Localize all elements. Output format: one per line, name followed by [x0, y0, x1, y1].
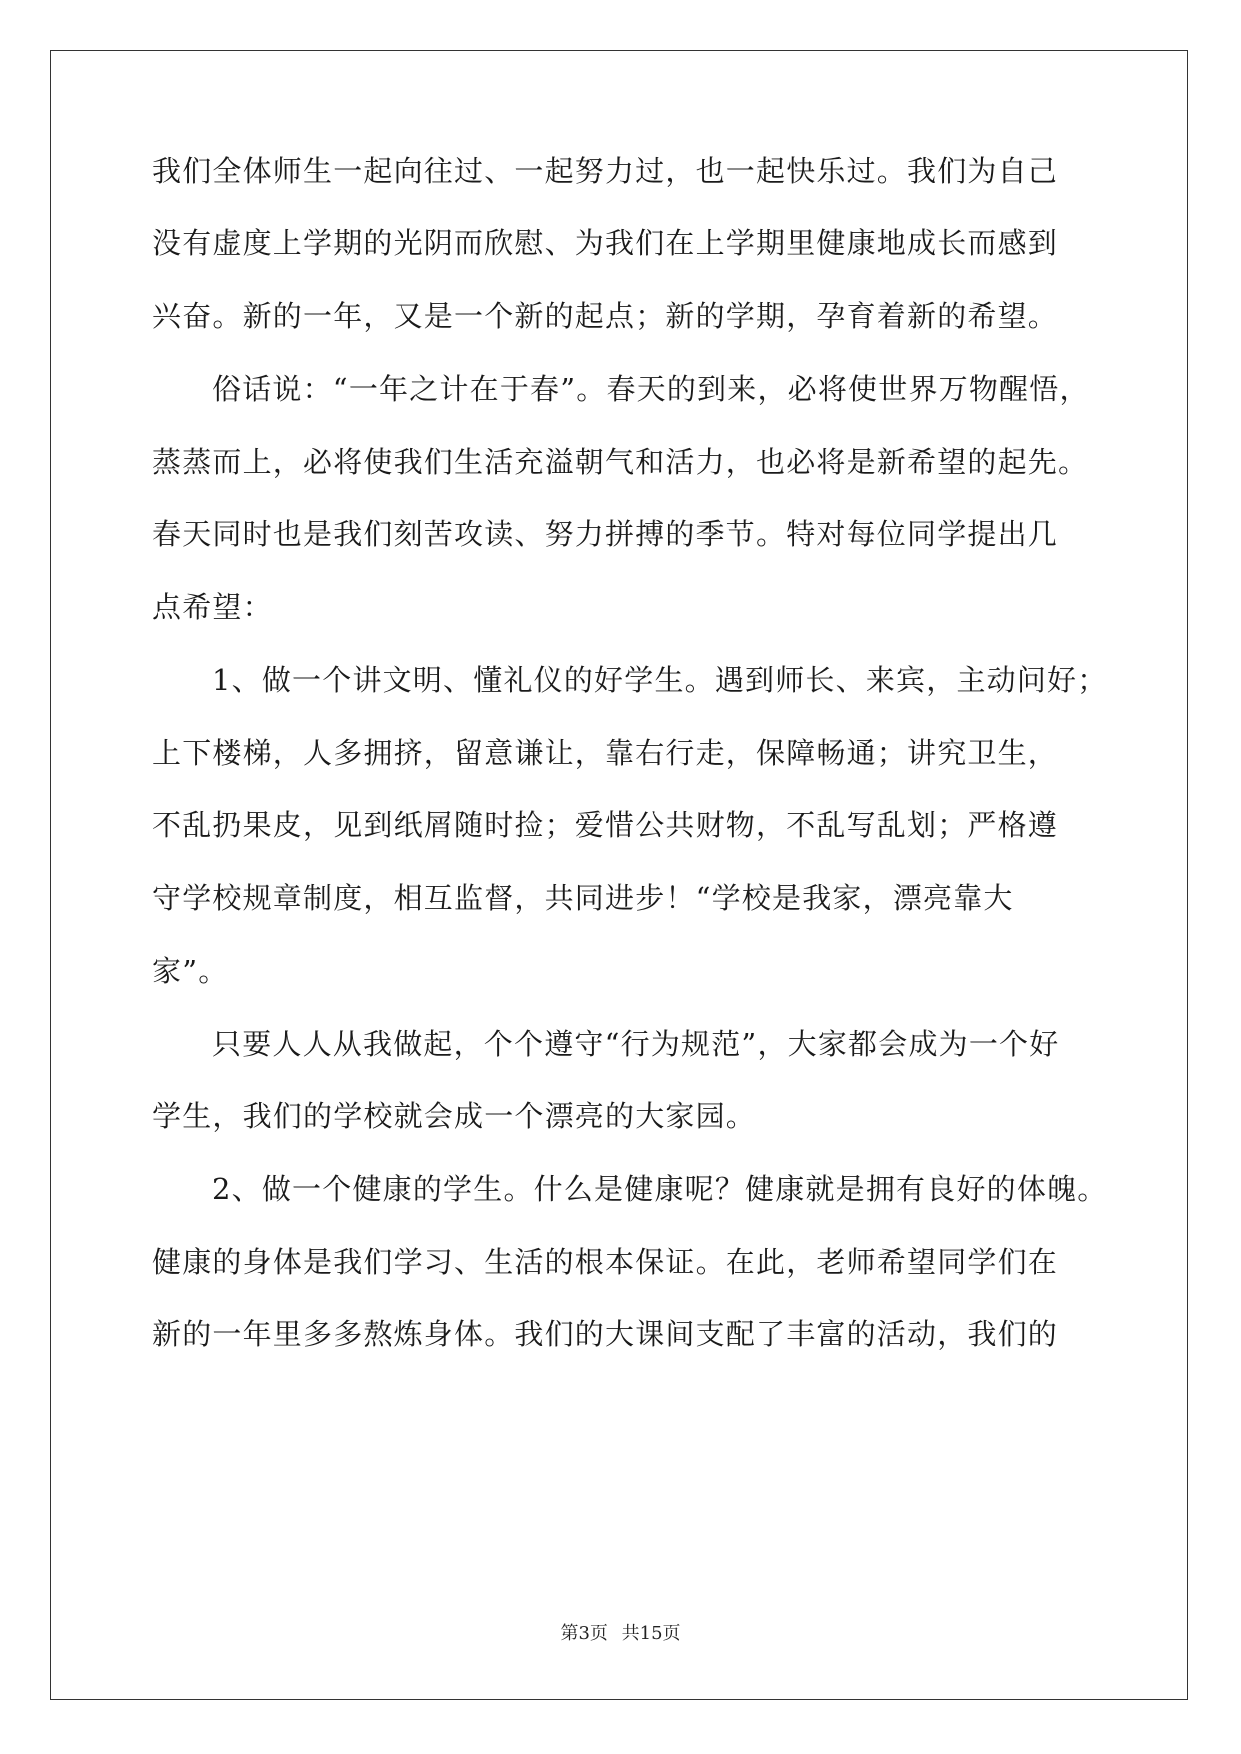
text-line: 守学校规章制度，相互监督，共同进步！“学校是我家，漂亮靠大	[152, 881, 1014, 915]
page-footer	[0, 1622, 1241, 1646]
text-line: 新的一年里多多熬炼身体。我们的大课间支配了丰富的活动，我们的	[152, 1317, 1059, 1351]
text-line: 1、做一个讲文明、懂礼仪的好学生。遇到师长、来宾，主动问好；	[212, 663, 1108, 697]
text-line: 点希望：	[152, 590, 273, 624]
text-line: 我们全体师生一起向往过、一起努力过，也一起快乐过。我们为自己	[152, 154, 1059, 188]
text-line: 学生，我们的学校就会成一个漂亮的大家园。	[152, 1099, 757, 1133]
text-line: 蒸蒸而上，必将使我们生活充溢朝气和活力，也必将是新希望的起先。	[152, 445, 1089, 479]
text-line: 健康的身体是我们学习、生活的根本保证。在此，老师希望同学们在	[152, 1245, 1059, 1279]
text-line: 只要人人从我做起，个个遵守“行为规范”，大家都会成为一个好	[212, 1027, 1060, 1061]
text-line: 不乱扔果皮，见到纸屑随时捡；爱惜公共财物，不乱写乱划；严格遵	[152, 808, 1059, 842]
text-line: 兴奋。新的一年，又是一个新的起点；新的学期，孕育着新的希望。	[152, 299, 1059, 333]
page-number: 第3页	[560, 1623, 608, 1644]
text-line: 家”。	[152, 954, 229, 988]
text-line: 俗话说：“一年之计在于春”。春天的到来，必将使世界万物醒悟，	[212, 372, 1090, 406]
text-line: 没有虚度上学期的光阴而欣慰、为我们在上学期里健康地成长而感到	[152, 226, 1059, 260]
text-line: 2、做一个健康的学生。什么是健康呢？健康就是拥有良好的体魄。	[212, 1172, 1108, 1206]
page-total: 共15页	[621, 1623, 681, 1644]
text-line: 春天同时也是我们刻苦攻读、努力拼搏的季节。特对每位同学提出几	[152, 517, 1059, 551]
text-line: 上下楼梯，人多拥挤，留意谦让，靠右行走，保障畅通；讲究卫生，	[152, 736, 1059, 770]
